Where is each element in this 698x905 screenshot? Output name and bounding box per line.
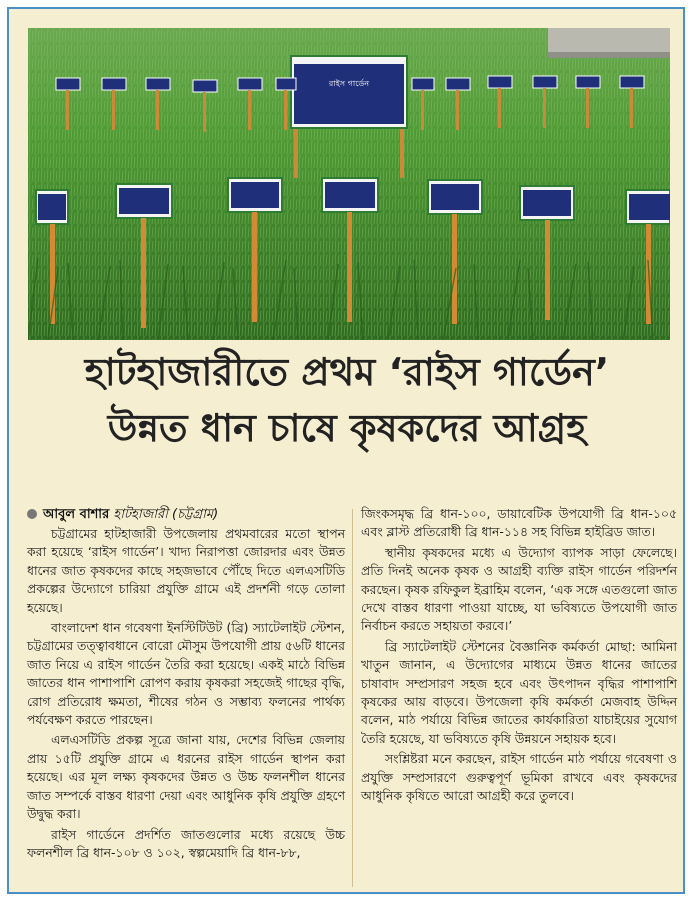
paragraph: এলএসটিডি প্রকল্প সূত্রে জানা যায়, দেশের বিভিন্ন জেলায় প্রায় ১৫টি প্রযুক্তি গ্রামে এ ধরনের রাইস গার্ডেন স্থাপন করা হয়েছে। এর মূল লক্ষ্য কৃষকদের উন্নত ও উচ্চ ফলনশীল ধানের জাত সম্পর্কে বাস্তব ধারণা দেয়া এবং আধুনিক কৃষি প্রযুক্তি গ্রহণে উদ্বুদ্ধ করা। [27, 732, 345, 822]
paragraph: চট্টগ্রামের হাটহাজারী উপজেলায় প্রথমবারের মতো স্থাপন করা হয়েছে ‘রাইস গার্ডেন’। খাদ্য নিরাপত্তা জোরদার এবং উন্নত ধানের জাত কৃষকদের কাছে সহজভাবে পৌঁছে দিতে এলএসটিডি প্রকল্পের উদ্যোগে চারিয়া প্রযুক্তি গ্রামে এই প্রদর্শনী গড়ে তোলা হয়েছে। [27, 526, 345, 615]
article-column-right [361, 505, 677, 808]
paragraph: বাংলাদেশ ধান গবেষণা ইনস্টিটিউট (ব্রি) স্যাটেলাইট স্টেশন, চট্টগ্রামের তত্ত্বাবধানে বোরো মৌসুম উপযোগী প্রায় ৫৬টি ধানের জাত নিয়ে এ রাইস গার্ডেন তৈরি করা হয়েছে। একই মাঠে বিভিন্ন জাতের ধান পাশাপাশি রোপণ করায় কৃষকরা সহজেই গাছের বৃদ্ধি, রোগ প্রতিরোধ ক্ষমতা, শীষের গঠন ও সম্ভাব্য ফলনের পার্থক্য পর্যবেক্ষণ করতে পারছেন। [27, 620, 345, 728]
article-column-left [27, 525, 345, 864]
headline-line-1: হাটহাজারীতে প্রথম ‘রাইস গার্ডেন’ [84, 350, 610, 394]
column-divider [352, 509, 353, 887]
paragraph: সংশ্লিষ্টরা মনে করছেন, রাইস গার্ডেন মাঠ পর্যায়ে গবেষণা ও প্রযুক্তি সম্প্রসারণে গুরুত্বপূর্ণ ভূমিকা রাখবে এবং কৃষকদের আধুনিক কৃষিতে আরো আগ্রহী করে তুলবে। [361, 751, 677, 804]
byline-location: হাটহাজারী (চট্টগ্রাম) [113, 507, 219, 522]
rice-field-image [28, 28, 670, 340]
rice-garden-photo [28, 28, 670, 340]
headline-line-2: উন্নত ধান চাষে কৃষকদের আগ্রহ [107, 406, 587, 450]
byline [27, 505, 218, 526]
paragraph: স্থানীয় কৃষকদের মধ্যে এ উদ্যোগ ব্যাপক সাড়া ফেলেছে। প্রতি দিনই অনেক কৃষক ও আগ্রহী ব্যক্তি রাইস গার্ডেন পরিদর্শন করছেন। কৃষক রফিকুল ইব্রাহিম বলেন, ‘এক সঙ্গে এতগুলো জাত দেখে বাস্তব ধারণা পাওয়া যাচ্ছে, যা ভবিষ্যতে উপযোগী জাত নির্বাচন করতে সহায়তা করবে।’ [361, 544, 677, 634]
bullet-icon [27, 509, 37, 519]
byline-name: আবুল বাশার [43, 507, 110, 522]
article-frame [7, 7, 685, 894]
paragraph: ব্রি স্যাটেলাইট স্টেশনের বৈজ্ঞানিক কর্মকর্তা মোছা: আমিনা খাতুন জানান, এ উদ্যোগের মাধ্যমে উন্নত ধানের জাতের চাষাবাদ সম্প্রসারণ সহজ হবে এবং উৎপাদন বৃদ্ধির পাশাপাশি কৃষকের আয় বাড়বে। উপজেলা কৃষি কর্মকর্তা মেজবাহ উদ্দিন বলেন, মাঠ পর্যায়ে বিভিন্ন জাতের কার্যকারিতা যাচাইয়ের সুযোগ তৈরি হয়েছে, যা ভবিষ্যতে কৃষি উন্নয়নে সহায়ক হবে। [361, 638, 677, 746]
signboard-title: রাইস গার্ডেন [328, 79, 370, 88]
paragraph: জিংকসমৃদ্ধ ব্রি ধান-১০০, ডায়াবেটিক উপযোগী ব্রি ধান-১০৫ এবং ব্লাস্ট প্রতিরোধী ব্রি ধান-১১৪ সহ বিভিন্ন হাইব্রিড জাত। [361, 506, 677, 540]
paragraph: রাইস গার্ডেনে প্রদর্শিত জাতগুলোর মধ্যে রয়েছে উচ্চ ফলনশীল ব্রি ধান-১০৮ ও ১০২, স্বল্পমেয়াদি ব্রি ধান-৮৮, [27, 826, 345, 860]
